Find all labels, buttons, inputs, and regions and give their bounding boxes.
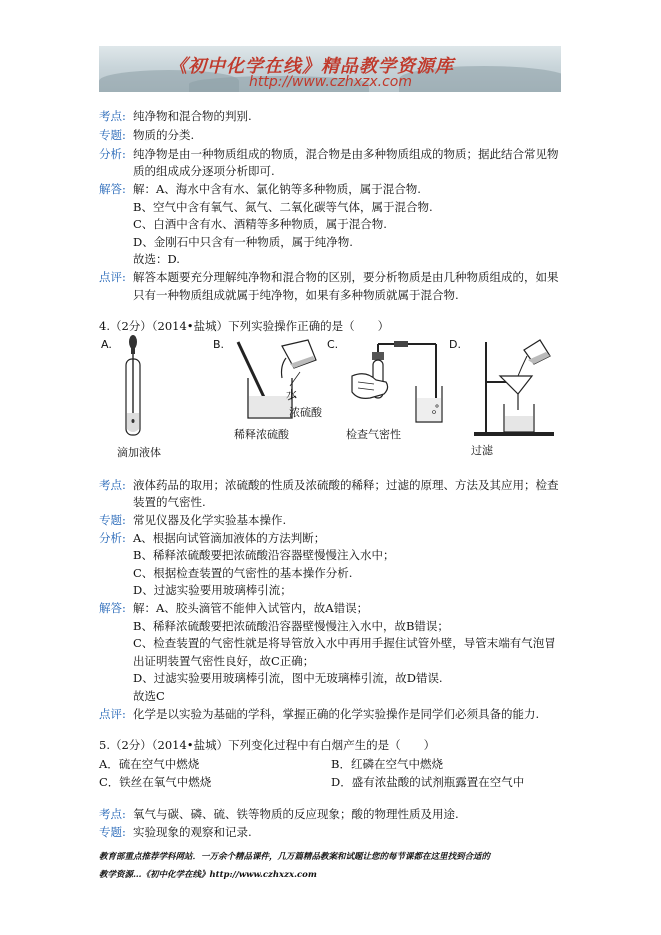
q4-jieda-c-cont: 出证明装置气密性良好，故C正确； xyxy=(133,654,315,668)
q3-jieda-b: B、空气中含有氧气、氮气、二氧化碳等气体，属于混合物. xyxy=(133,200,433,214)
q3-jieda: 解答: 解：A、海水中含有水、氯化钠等多种物质，属于混合物. xyxy=(99,182,421,196)
banner-url[interactable]: http://www.czhxzx.com xyxy=(249,74,412,90)
q4-option-b-label: B. xyxy=(213,338,225,351)
footer-line-2: 教学资源…《初中化学在线》http://www.czhxzx.com xyxy=(99,870,317,880)
q4-jieda-answer: 故选C xyxy=(133,689,165,703)
q3-dianping-cont: 只有一种物质组成就属于纯净物，如果有多种物质就属于混合物. xyxy=(133,288,459,302)
q4-jieda-d: D、过滤实验要用玻璃棒引流，图中无玻璃棒引流，故D错误. xyxy=(133,671,443,685)
q5-stem: 5.（2分）（2014•盐城）下列变化过程中有白烟产生的是（ ） xyxy=(99,738,436,752)
q3-kaodian: 考点: 纯净物和混合物的判别. xyxy=(99,109,252,123)
filtration-figure xyxy=(470,336,556,440)
dropper-test-tube-figure xyxy=(118,333,148,441)
q5-option-b: B．红磷在空气中燃烧 xyxy=(331,757,443,771)
q4-option-d-label: D. xyxy=(449,338,461,351)
q3-jieda-answer: 故选：D. xyxy=(133,252,180,266)
q3-fenxi: 分析: 纯净物是由一种物质组成的物质，混合物是由多种物质组成的物质；据此结合常见物 xyxy=(99,147,559,161)
q5-option-d: D．盛有浓盐酸的试剂瓶露置在空气中 xyxy=(331,775,525,789)
q4-jieda-c: C、检查装置的气密性就是将导管放入水中再用手握住试管外壁，导管末端有气泡冒 xyxy=(133,636,556,650)
caption-add-liquid: 滴加液体 xyxy=(117,446,161,459)
q4-fenxi-c: C、根据检查装置的气密性的基本操作分析. xyxy=(133,566,353,580)
q4-zhuanti: 专题: 常见仪器及化学实验基本操作. xyxy=(99,513,287,527)
q3-jieda-c: C、白酒中含有水、酒精等多种物质，属于混合物. xyxy=(133,217,387,231)
q4-stem: 4.（2分）（2014•盐城）下列实验操作正确的是（ ） xyxy=(99,319,390,333)
q5-kaodian: 考点: 氧气与碳、磷、硫、铁等物质的反应现象；酸的物理性质及用途. xyxy=(99,807,459,821)
q4-kaodian-cont: 装置的气密性. xyxy=(133,495,206,509)
footer-line-1: 教育部重点推荐学科网站．一万余个精品课件，几万篇精品教案和试题让您的每节课都在这里找到合适的 xyxy=(99,852,491,862)
q3-jieda-d: D、金刚石中只含有一种物质，属于纯净物. xyxy=(133,235,353,249)
q4-dianping: 点评: 化学是以实验为基础的学科，掌握正确的化学实验操作是同学们必须具备的能力. xyxy=(99,707,540,721)
q4-option-a-label: A. xyxy=(101,338,112,351)
q5-option-c: C．铁丝在氧气中燃烧 xyxy=(99,775,212,789)
q4-fenxi: 分析: A、根据向试管滴加液体的方法判断； xyxy=(99,531,326,545)
q4-option-c-label: C. xyxy=(327,338,339,351)
q4-jieda-b: B、稀释浓硫酸要把浓硫酸沿容器壁慢慢注入水中，故B错误； xyxy=(133,619,449,633)
q3-zhuanti: 专题: 物质的分类. xyxy=(99,128,195,142)
label-water: 水 xyxy=(286,388,297,401)
q4-fenxi-d: D、过滤实验要用玻璃棒引流； xyxy=(133,583,292,597)
header-banner xyxy=(99,46,561,92)
q5-zhuanti: 专题: 实验现象的观察和记录. xyxy=(99,825,252,839)
q3-fenxi-cont: 质的组成成分逐项分析即可. xyxy=(133,164,275,178)
caption-filtration: 过滤 xyxy=(471,444,493,457)
caption-dilute-acid: 稀释浓硫酸 xyxy=(234,428,289,441)
airtightness-figure xyxy=(346,340,442,424)
banner-title: 《初中化学在线》精品教学资源库 xyxy=(169,56,454,77)
q3-dianping: 点评: 解答本题要充分理解纯净物和混合物的区别，要分析物质是由几种物质组成的，如果 xyxy=(99,270,559,284)
q4-kaodian: 考点: 液体药品的取用；浓硫酸的性质及浓硫酸的稀释；过滤的原理、方法及其应用；检查 xyxy=(99,478,559,492)
q5-option-a: A．硫在空气中燃烧 xyxy=(99,757,200,771)
label-conc-acid: 浓硫酸 xyxy=(289,406,322,419)
q4-jieda: 解答: 解：A、胶头滴管不能伸入试管内，故A错误； xyxy=(99,601,369,615)
caption-airtightness: 检查气密性 xyxy=(346,428,401,441)
q4-fenxi-b: B、稀释浓硫酸要把浓硫酸沿容器壁慢慢注入水中； xyxy=(133,548,395,562)
